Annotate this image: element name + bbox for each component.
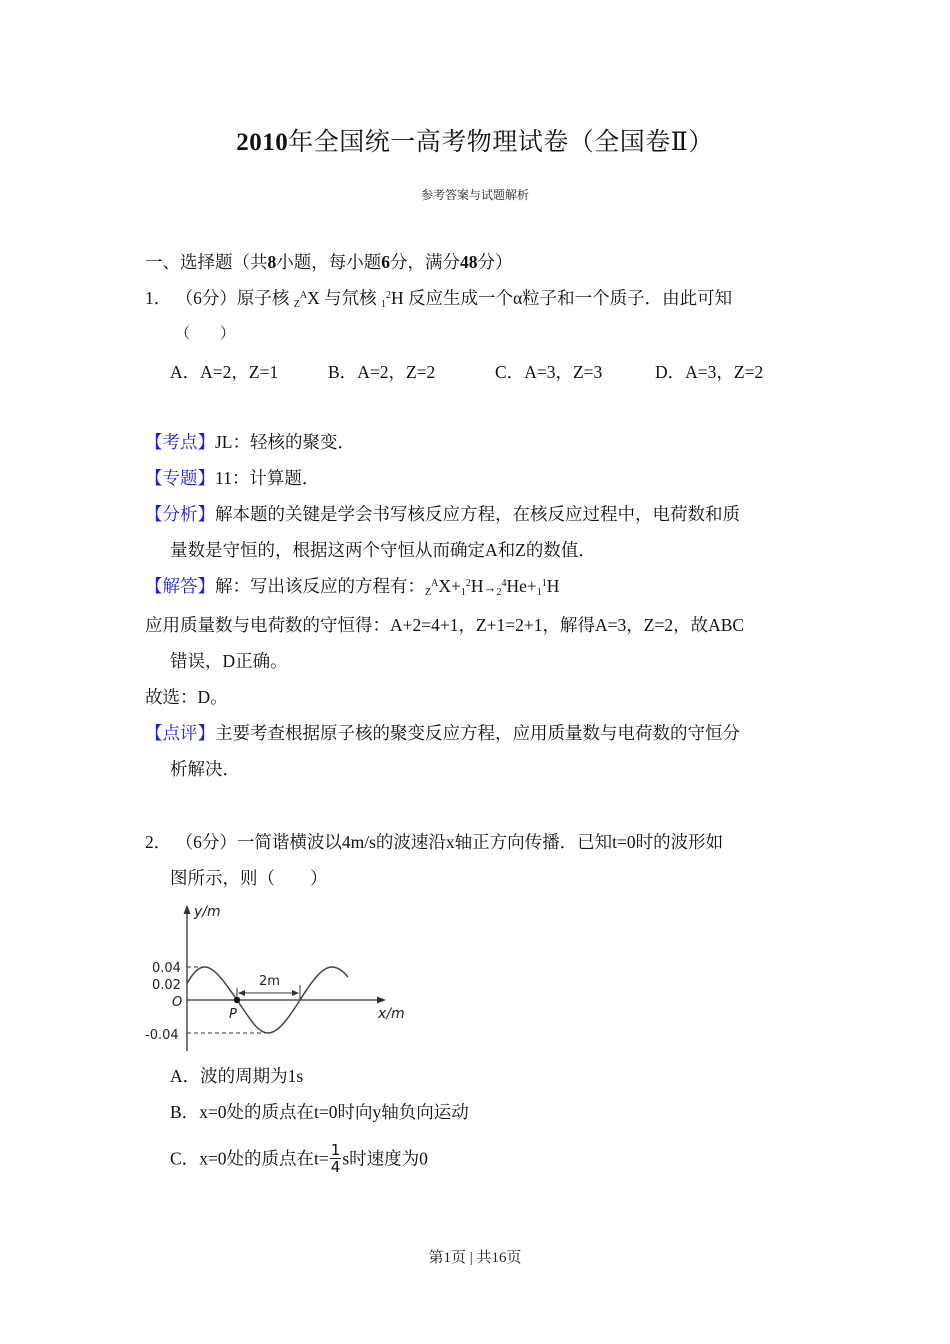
- fraction: [330, 1142, 342, 1175]
- y-tick-0.04: 0.04: [152, 961, 181, 976]
- origin-label: O: [172, 995, 183, 1010]
- q1-option-a: [170, 361, 278, 383]
- eq-term: H: [546, 576, 560, 596]
- document-title: [0, 122, 950, 158]
- q1-score: （6分）: [175, 288, 237, 308]
- page-footer: 第1页 | 共16页: [428, 1250, 522, 1266]
- eq-sup: 1: [541, 578, 547, 589]
- q2-stem-line2: 图所示，则（ ）: [170, 868, 328, 888]
- q1-solve-line2: 错误，D正确。: [170, 651, 288, 671]
- dimension-arrow-right-icon: [292, 990, 299, 996]
- q1-jieda: [145, 575, 559, 599]
- fenxi-tag: 【分析】: [145, 504, 215, 524]
- q1-stem-a: 原子核: [236, 288, 290, 308]
- q2-number: 2．: [145, 832, 172, 852]
- section-suffix: 分）: [477, 252, 513, 272]
- nuclide-x-symbol: X: [307, 288, 320, 308]
- q1-stem-b: 与氘核: [324, 288, 377, 308]
- y-tick-0.02: 0.02: [152, 978, 181, 993]
- option-text-before: x=0处的质点在t=: [199, 1148, 329, 1169]
- q2-stem-line1: 一简谐横波以4m/s的波速沿x轴正方向传播．已知t=0时的波形如: [236, 832, 724, 852]
- q1-stem-c: 反应生成一个α粒子和一个质子．由此可知: [408, 288, 733, 308]
- option-label: C．: [495, 362, 525, 382]
- fraction-numerator: 1: [330, 1141, 341, 1159]
- q2-option-c: [170, 1141, 428, 1177]
- y-axis-arrow-icon: [184, 905, 191, 914]
- point-p-label: P: [229, 1007, 237, 1022]
- q1-fenxi-line2: 量数是守恒的，根据这两个守恒从而确定A和Z的数值．: [170, 540, 596, 560]
- option-label: D．: [655, 362, 686, 382]
- waveform-chart: [140, 896, 420, 1056]
- y-tick-minus-0.04: -0.04: [145, 1028, 179, 1043]
- option-text: 波的周期为1s: [200, 1066, 304, 1086]
- section-prefix: 一、选择题（共: [145, 252, 268, 272]
- q1-dianping: [145, 722, 740, 744]
- document-subtitle: 参考答案与试题解析: [420, 188, 529, 202]
- q1-zhuanti: [145, 467, 319, 489]
- q1-stem: [145, 287, 732, 309]
- title-year: 2010: [236, 129, 289, 156]
- q1-solve-line1: 应用质量数与电荷数的守恒得：A+2=4+1，Z+1=2+1，解得A=3，Z=2，故ABC: [145, 615, 745, 635]
- section-total: 48: [460, 252, 478, 272]
- dimension-label: 2m: [259, 974, 280, 989]
- q2-option-a: [170, 1065, 303, 1087]
- option-text-after: s时速度为0: [342, 1148, 428, 1169]
- option-text: A=2，Z=1: [200, 362, 279, 382]
- option-label: B．: [328, 362, 358, 382]
- option-label: A．: [170, 1066, 201, 1086]
- nuclide-x-sup: A: [299, 290, 308, 301]
- title-text: 年全国统一高考物理试卷（全国卷Ⅱ）: [288, 129, 714, 156]
- section-each: 6: [381, 252, 390, 272]
- q2-option-b: [170, 1101, 469, 1123]
- kaodian-tag: 【考点】: [145, 432, 215, 452]
- section-heading: [145, 251, 513, 273]
- option-text: x=0处的质点在t=0时向y轴负向运动: [199, 1102, 469, 1122]
- option-label: A．: [170, 362, 201, 382]
- option-label: C．: [170, 1148, 200, 1169]
- point-p: [234, 997, 240, 1003]
- eq-sup: 4: [501, 578, 507, 589]
- dimension-arrow-left-icon: [238, 990, 245, 996]
- eq-arrow: →: [483, 580, 497, 595]
- eq-term: He+: [506, 576, 537, 596]
- q2-score: （6分）: [175, 832, 237, 852]
- q1-option-b: [328, 361, 435, 383]
- q1-option-c: [495, 361, 602, 383]
- eq-term: H: [470, 576, 484, 596]
- section-mid2: 分，满分: [390, 252, 460, 272]
- nuclide-h-sub: 1: [380, 299, 386, 310]
- zhuanti-tag: 【专题】: [145, 468, 215, 488]
- section-count: 8: [267, 252, 277, 272]
- eq-sup: A: [431, 578, 439, 589]
- q1-blank: （ ）: [175, 326, 236, 342]
- q1-kaodian: [145, 431, 355, 453]
- x-axis-label: x/m: [378, 1006, 405, 1022]
- y-axis-label: y/m: [194, 904, 221, 920]
- dianping-line1: 主要考查根据原子核的聚变反应方程，应用质量数与电荷数的守恒分: [215, 723, 740, 743]
- dianping-tag: 【点评】: [145, 723, 215, 743]
- zhuanti-text: 11：计算题．: [215, 468, 320, 488]
- nuclide-h-symbol: H: [390, 288, 404, 308]
- option-label: B．: [170, 1102, 200, 1122]
- nuclide-h-sup: 2: [385, 290, 391, 301]
- q2-stem: [145, 831, 723, 853]
- q1-dianping-line2: 析解决．: [170, 759, 240, 779]
- option-text: A=3，Z=3: [524, 362, 603, 382]
- x-axis-arrow-icon: [377, 997, 386, 1004]
- eq-sub: 2: [496, 587, 502, 598]
- fraction-denominator: 4: [330, 1158, 341, 1176]
- jieda-prefix: 解：写出该反应的方程有：: [215, 576, 425, 596]
- option-text: A=3，Z=2: [685, 362, 764, 382]
- q1-option-d: [655, 361, 763, 383]
- eq-sub: 1: [460, 587, 466, 598]
- q1-number: 1．: [145, 288, 172, 308]
- eq-sub: Z: [425, 587, 432, 598]
- reaction-equation: [425, 576, 559, 596]
- q1-choice: 故选：D。: [145, 687, 228, 707]
- option-text: A=2，Z=2: [357, 362, 436, 382]
- nuclide-x-sub: Z: [293, 299, 300, 310]
- eq-term: X+: [438, 576, 461, 596]
- q1-fenxi: [145, 503, 740, 525]
- eq-sup: 2: [465, 578, 471, 589]
- fenxi-line1: 解本题的关键是学会书写核反应方程，在核反应过程中，电荷数和质: [215, 504, 740, 524]
- section-mid1: 小题，每小题: [276, 252, 382, 272]
- eq-sub: 1: [536, 587, 542, 598]
- jieda-tag: 【解答】: [145, 576, 215, 596]
- kaodian-text: JL：轻核的聚变．: [215, 432, 355, 452]
